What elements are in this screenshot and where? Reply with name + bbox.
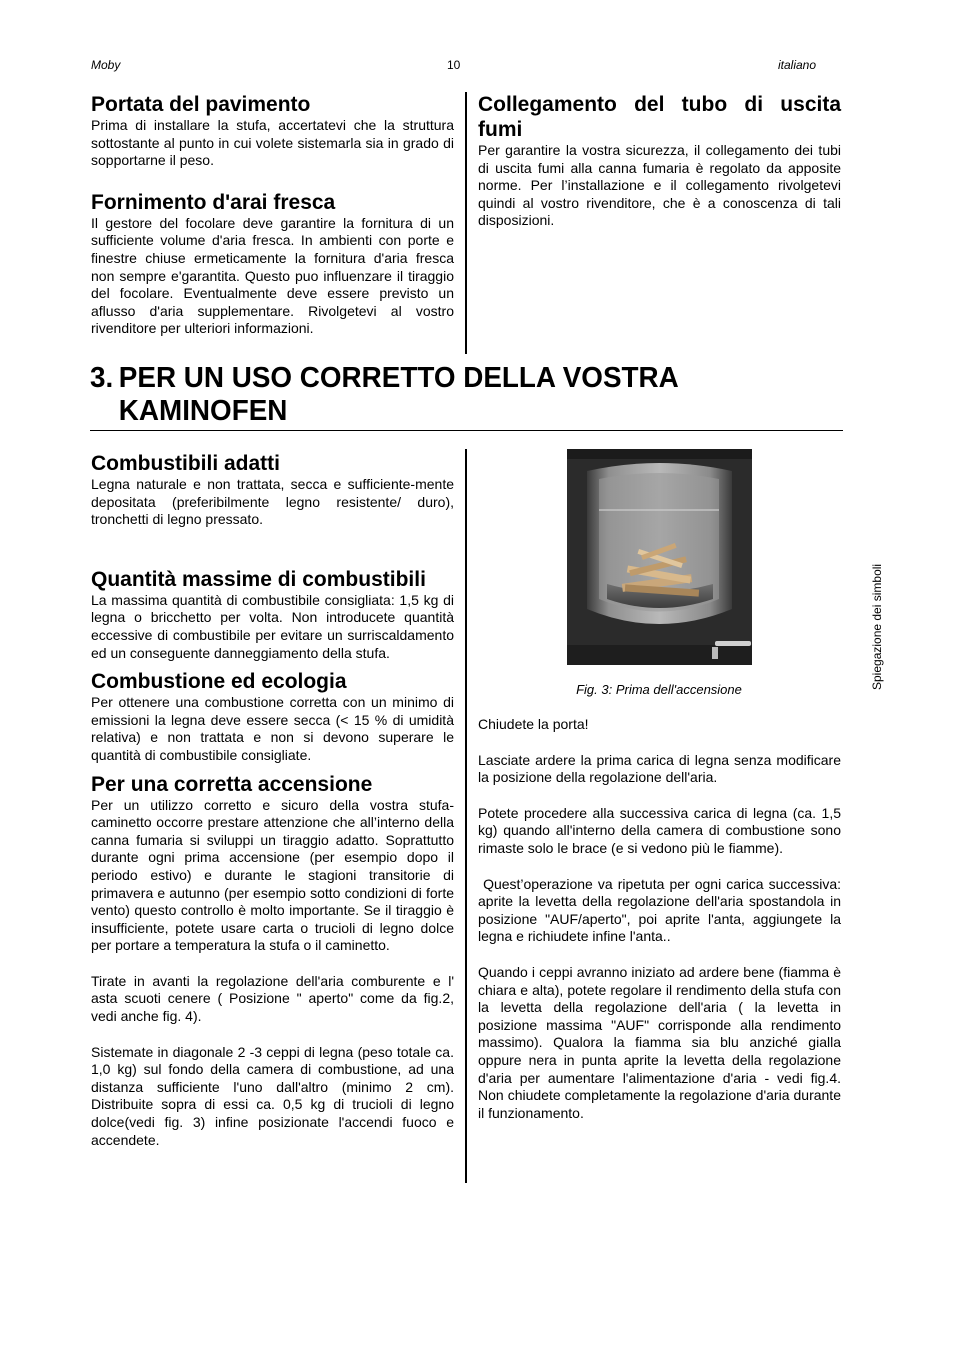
section-body: Il gestore del focolare deve garantire la fornitura di un sufficiente volume d'aria fresca. In ambienti con porte e finestre chiuse ermeticamente la fornitura d'aria fresca non sempre e'garantita. Questo puo influenzare il tiraggio del focolare. Eventualmente deve essere previsto un aflusso d'aria supplementare. Rivolgetevi al vostro rivenditore per ulteriori informazioni. <box>91 214 454 337</box>
chapter-rule <box>90 430 843 431</box>
paragraph: Quando i ceppi avranno iniziato ad ardere bene (fiamma è chiara e alta), potete regolare il rendimento della stufa con la levetta della regolazione dell'aria ( la levetta in posizione massima "AUF" corrisponde alla rendimento massimo). Qualora la fiamma sia blu anziché gialla oppure nera in punta aprite la levetta della regolazione d'aria per aumentare l'alimentazione d'aria - vedi fig.4. Non chiudete completamente la regolazione d'aria durante il funzionamento. <box>478 963 841 1121</box>
section-title: Portata del pavimento <box>91 93 311 116</box>
section-title: Per una corretta accensione <box>91 772 373 796</box>
chapter-number: 3. <box>90 362 114 394</box>
section-title: Combustione ed ecologia <box>91 670 347 694</box>
page-number: 10 <box>447 58 461 72</box>
section-title: Collegamento del tubo di uscita fumi <box>478 93 841 141</box>
section-body: Legna naturale e non trattata, secca e sufficiente-mente depositata (preferibilmente legno resistente/ duro), tronchetti di legno pressato. <box>91 476 454 528</box>
section-body: Tirate in avanti la regolazione dell'aria comburente e l' asta scuoti cenere ( Posizione " aperto" come da fig.2, vedi anche fig. 4). <box>91 972 454 1025</box>
paragraph: Quest’operazione va ripetuta per ogni carica successiva: aprite la levetta della regolazione dell'aria spostandola in posizione "AUF/aperto", poi aprite l'anta, aggiungete la legna e richiudete infine l'anta.. <box>478 875 845 945</box>
section-body: Per garantire la vostra sicurezza, il collegamento dei tubi di uscita fumi alla canna fumaria è regolato da apposite norme. Per l’installazione e il collegamento rivolgetevi quindi al vostro rivenditore, che è a conoscenza di tali disposizioni. <box>478 142 841 229</box>
section-title: Quantità massime di combustibili <box>91 567 426 591</box>
header-right: italiano <box>778 58 817 72</box>
section-title: Fornimento d'arai fresca <box>91 190 336 214</box>
bottom-right-column <box>478 716 845 1122</box>
figure-caption: Fig. 3: Prima dell'accensione <box>576 682 742 697</box>
chapter-title-line1: PER UN USO CORRETTO DELLA VOSTRA <box>118 362 679 394</box>
top-right-column <box>478 92 841 230</box>
paragraph: Lasciate ardere la prima carica di legna senza modificare la posizione della regolazione dell'aria. <box>478 751 841 786</box>
section-title: Combustibili adatti <box>91 452 280 475</box>
header-left: Moby <box>91 58 121 72</box>
paragraph: Potete procedere alla successiva carica di legna (ca. 1,5 kg) quando all'interno della camera di combustione sono rimaste solo le brace (e si vedono più le fiamme). <box>478 804 841 856</box>
section-body: Sistemate in diagonale 2 -3 ceppi di legna (peso totale ca. 1,0 kg) sul fondo della camera di combustione, ad una distanza sufficiente l'uno dall'altro (minimo 2 cm). Distribuite sopra di essi ca. 0,5 kg di trucioli di legno dolce(vedi fig. 3) infine posizionate l'accendi fuoco e accendete. <box>91 1043 454 1148</box>
column-divider <box>465 92 467 354</box>
side-label: Spiegazione dei simboli <box>870 563 884 690</box>
chapter-title-line2: KAMINOFEN <box>118 395 288 427</box>
chapter-heading <box>90 362 820 428</box>
paragraph: Chiudete la porta! <box>478 716 589 732</box>
stove-photo <box>567 449 752 665</box>
top-left-column <box>91 92 454 338</box>
section-body: Per un utilizzo corretto e sicuro della vostra stufa-caminetto occorre prestare attenzione che all’interno della canna fumaria si sviluppi un tiraggio adatto. Soprattutto durante ogni prima accensione (per esempio dopo il periodo estivo) e durante le stagioni transitorie di primavera e autunno (per esempio sotto condizioni di forte vento) questo controllo è molto importante. Se il tiraggio è insufficiente, potete usare carta o trucioli di legno dolce per portare a temperatura la stufa o il caminetto. <box>91 796 454 954</box>
section-body: La massima quantità di combustibile consigliata: 1,5 kg di legna o bricchetto per volta. Non introducete quantità eccessive di combustibile per evitare un surriscaldamento ed un conseguente danneggiamento della stufa. <box>91 591 454 661</box>
column-divider <box>465 449 467 1183</box>
section-body: Per ottenere una combustione corretta con un minimo di emissioni la legna deve essere secca (< 15 % di umidità relativa) e non trattata e non si devono superare le quantità di combustibile consigliate. <box>91 694 454 763</box>
section-body: Prima di installare la stufa, accertatevi che la struttura sottostante al punto in cui volete sistemarla sia in grado di sopportarne il peso. <box>91 117 454 169</box>
bottom-left-column <box>91 451 454 1149</box>
